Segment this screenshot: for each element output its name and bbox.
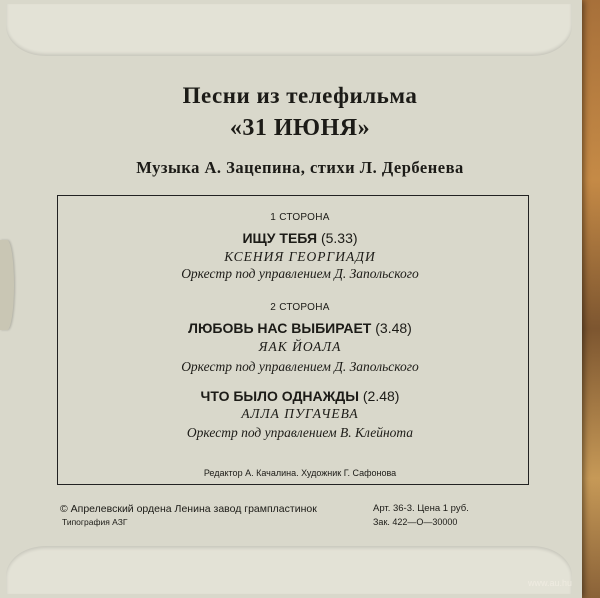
side-1-label: 1 СТОРОНА [270, 212, 330, 223]
track-duration: (5.33) [320, 230, 358, 246]
title-line-1: Песни из телефильма [182, 83, 418, 108]
track-orchestra: Оркестр под управлением Д. Запольского [181, 359, 419, 374]
track-title [0, 320, 600, 336]
sleeve-top-flap [6, 4, 572, 56]
catalog-price: Арт. 36-3. Цена 1 руб. [373, 503, 469, 514]
track-orchestra: Оркестр под управлением В. Клейнота [186, 425, 414, 440]
sleeve-bottom-flap [6, 546, 572, 594]
track-title [0, 230, 600, 246]
composer-credit: Музыка А. Зацепина, стихи Л. Дербенева [136, 158, 464, 177]
album-title: «31 ИЮНЯ» [229, 115, 371, 141]
editor-credits: Редактор А. Качалина. Художник Г. Сафонова [203, 468, 397, 478]
printer: Типография АЗГ [62, 517, 128, 527]
watermark: www.au.hu [528, 578, 573, 588]
track-duration: (2.48) [362, 388, 400, 404]
order-number: Зак. 422—О—30000 [373, 517, 458, 527]
track-title-text: ЛЮБОВЬ НАС ВЫБИРАЕТ [188, 320, 372, 336]
track-artist: АЛЛА ПУГАЧЕВА [241, 406, 359, 421]
track-artist: ЯАК ЙОАЛА [258, 339, 342, 354]
track-artist: КСЕНИЯ ГЕОРГИАДИ [224, 249, 376, 264]
manufacturer: © Апрелевский ордена Ленина завод грампластинок [60, 503, 317, 515]
track-title-text: ИЩУ ТЕБЯ [242, 230, 318, 246]
track-title-text: ЧТО БЫЛО ОДНАЖДЫ [200, 388, 359, 404]
track-duration: (3.48) [375, 320, 412, 336]
track-title [0, 388, 600, 404]
track-orchestra: Оркестр под управлением Д. Запольского [181, 266, 419, 281]
side-2-label: 2 СТОРОНА [270, 302, 330, 313]
